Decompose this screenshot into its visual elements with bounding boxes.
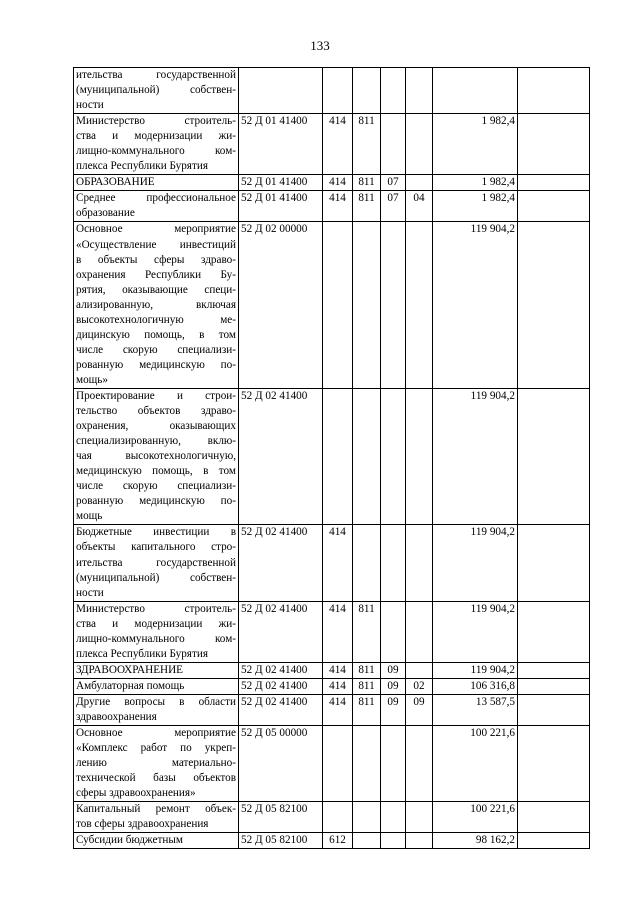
target-article-cell: 52 Д 02 41400 bbox=[239, 525, 323, 601]
item-name-cell bbox=[74, 726, 239, 802]
amount-cell: 1 982,4 bbox=[433, 191, 518, 222]
amount-cell: 119 904,2 bbox=[433, 601, 518, 662]
subsection-cell bbox=[406, 833, 433, 849]
empty-cell bbox=[518, 191, 590, 222]
item-name-line: объекты капитального стро- bbox=[76, 541, 236, 554]
subsection-cell bbox=[406, 388, 433, 524]
item-name-line: ства и модернизации жи- bbox=[76, 617, 236, 630]
item-name-cell bbox=[74, 388, 239, 524]
subsection-cell: 02 bbox=[406, 678, 433, 694]
amount-cell: 1 982,4 bbox=[433, 175, 518, 191]
subsection-cell: 09 bbox=[406, 694, 433, 725]
item-name-line: Министерство строитель- bbox=[76, 115, 236, 128]
expense-type-cell: 414 bbox=[323, 678, 353, 694]
table-row bbox=[74, 694, 590, 725]
item-name-line: ительства государственной bbox=[76, 69, 236, 81]
item-name-line: высокотехнологичную ме- bbox=[76, 313, 236, 326]
item-name-line: (муниципальной) собствен- bbox=[76, 84, 236, 97]
target-article-cell: 52 Д 01 41400 bbox=[239, 175, 323, 191]
table-row bbox=[74, 525, 590, 601]
empty-cell bbox=[518, 678, 590, 694]
item-name-line: лению материально- bbox=[76, 757, 236, 770]
empty-cell bbox=[518, 694, 590, 725]
section-cell: 09 bbox=[381, 694, 406, 725]
item-name-line: ства и модернизации жи- bbox=[76, 130, 236, 143]
expense-type-cell: 414 bbox=[323, 525, 353, 601]
amount-cell: 119 904,2 bbox=[433, 662, 518, 678]
item-name-line: тов сферы здравоохранения bbox=[76, 818, 209, 831]
budget-table bbox=[73, 67, 590, 849]
target-article-cell: 52 Д 02 41400 bbox=[239, 388, 323, 524]
administrator-code-cell: 811 bbox=[353, 678, 381, 694]
item-name-cell bbox=[74, 678, 239, 694]
table-row bbox=[74, 678, 590, 694]
empty-cell bbox=[518, 833, 590, 849]
item-name-line: ализированную, включая bbox=[76, 298, 236, 311]
table-row bbox=[74, 114, 590, 175]
administrator-code-cell bbox=[353, 222, 381, 389]
item-name-line: охранения, оказывающих bbox=[76, 420, 236, 433]
amount-cell bbox=[433, 68, 518, 114]
expense-type-cell bbox=[323, 68, 353, 114]
table-row bbox=[74, 175, 590, 191]
amount-cell: 119 904,2 bbox=[433, 525, 518, 601]
subsection-cell bbox=[406, 662, 433, 678]
section-cell bbox=[381, 601, 406, 662]
subsection-cell bbox=[406, 68, 433, 114]
expense-type-cell: 414 bbox=[323, 191, 353, 222]
target-article-cell: 52 Д 01 41400 bbox=[239, 114, 323, 175]
target-article-cell: 52 Д 05 82100 bbox=[239, 802, 323, 833]
item-name-line: Амбулаторная помощь bbox=[76, 679, 185, 692]
empty-cell bbox=[518, 726, 590, 802]
amount-cell: 98 162,2 bbox=[433, 833, 518, 849]
administrator-code-cell: 811 bbox=[353, 191, 381, 222]
administrator-code-cell: 811 bbox=[353, 662, 381, 678]
empty-cell bbox=[518, 601, 590, 662]
item-name-line: рятия, оказывающие специ- bbox=[76, 283, 236, 296]
item-name-line: Основное мероприятие bbox=[76, 223, 236, 236]
page-number: 133 bbox=[310, 38, 330, 53]
section-cell bbox=[381, 388, 406, 524]
empty-cell bbox=[518, 114, 590, 175]
item-name-line: дицинскую помощь, в том bbox=[76, 328, 236, 341]
subsection-cell bbox=[406, 802, 433, 833]
item-name-line: рованную медицинскую по- bbox=[76, 495, 236, 508]
expense-type-cell bbox=[323, 802, 353, 833]
administrator-code-cell bbox=[353, 726, 381, 802]
table-row bbox=[74, 726, 590, 802]
item-name-line: Бюджетные инвестиции в bbox=[76, 526, 236, 539]
item-name-line: «Осуществление инвестиций bbox=[76, 238, 236, 251]
item-name-cell bbox=[74, 222, 239, 389]
item-name-line: числе скорую специализи- bbox=[76, 343, 236, 356]
amount-cell: 119 904,2 bbox=[433, 222, 518, 389]
item-name-line: чая высокотехнологичную, bbox=[76, 450, 236, 463]
table-row bbox=[74, 68, 590, 114]
administrator-code-cell: 811 bbox=[353, 114, 381, 175]
expense-type-cell bbox=[323, 222, 353, 389]
item-name-line: Субсидии бюджетным bbox=[76, 834, 183, 847]
item-name-line: «Комплекс работ по укреп- bbox=[76, 742, 236, 755]
subsection-cell bbox=[406, 114, 433, 175]
expense-type-cell: 414 bbox=[323, 662, 353, 678]
administrator-code-cell: 811 bbox=[353, 694, 381, 725]
item-name-cell bbox=[74, 802, 239, 833]
target-article-cell: 52 Д 02 41400 bbox=[239, 678, 323, 694]
item-name-line: Основное мероприятие bbox=[76, 727, 236, 740]
item-name-cell bbox=[74, 191, 239, 222]
item-name-cell bbox=[74, 662, 239, 678]
item-name-cell bbox=[74, 694, 239, 725]
section-cell bbox=[381, 68, 406, 114]
item-name-line: плекса Республики Бурятия bbox=[76, 647, 208, 660]
item-name-line: плекса Республики Бурятия bbox=[76, 160, 208, 173]
section-cell bbox=[381, 114, 406, 175]
section-cell: 09 bbox=[381, 678, 406, 694]
item-name-cell bbox=[74, 601, 239, 662]
item-name-line: ности bbox=[76, 99, 104, 112]
item-name-line: здравоохранения bbox=[76, 710, 157, 723]
item-name-line: медицинскую помощь, в том bbox=[76, 465, 236, 478]
administrator-code-cell bbox=[353, 525, 381, 601]
amount-cell: 100 221,6 bbox=[433, 802, 518, 833]
expense-type-cell bbox=[323, 388, 353, 524]
item-name-line: Среднее профессиональное bbox=[76, 192, 236, 205]
expense-type-cell: 612 bbox=[323, 833, 353, 849]
target-article-cell: 52 Д 05 82100 bbox=[239, 833, 323, 849]
item-name-line: ЗДРАВООХРАНЕНИЕ bbox=[76, 663, 184, 676]
item-name-cell bbox=[74, 114, 239, 175]
expense-type-cell: 414 bbox=[323, 694, 353, 725]
empty-cell bbox=[518, 525, 590, 601]
table-row bbox=[74, 191, 590, 222]
item-name-line: специализированную, вклю- bbox=[76, 435, 236, 448]
item-name-line: лищно-коммунального ком- bbox=[76, 145, 236, 158]
empty-cell bbox=[518, 662, 590, 678]
item-name-cell bbox=[74, 175, 239, 191]
subsection-cell: 04 bbox=[406, 191, 433, 222]
item-name-cell bbox=[74, 833, 239, 849]
administrator-code-cell: 811 bbox=[353, 175, 381, 191]
section-cell: 07 bbox=[381, 175, 406, 191]
table-row bbox=[74, 662, 590, 678]
item-name-line: в объекты сферы здраво- bbox=[76, 253, 236, 266]
target-article-cell: 52 Д 01 41400 bbox=[239, 191, 323, 222]
administrator-code-cell bbox=[353, 833, 381, 849]
table-row bbox=[74, 802, 590, 833]
target-article-cell: 52 Д 02 00000 bbox=[239, 222, 323, 389]
empty-cell bbox=[518, 388, 590, 524]
item-name-line: числе скорую специализи- bbox=[76, 480, 236, 493]
target-article-cell: 52 Д 02 41400 bbox=[239, 662, 323, 678]
expense-type-cell: 414 bbox=[323, 601, 353, 662]
item-name-line: ности bbox=[76, 586, 104, 599]
administrator-code-cell bbox=[353, 68, 381, 114]
empty-cell bbox=[518, 175, 590, 191]
subsection-cell bbox=[406, 726, 433, 802]
administrator-code-cell bbox=[353, 802, 381, 833]
section-cell: 07 bbox=[381, 191, 406, 222]
amount-cell: 1 982,4 bbox=[433, 114, 518, 175]
budget-table-body bbox=[74, 68, 590, 849]
table-row bbox=[74, 222, 590, 389]
empty-cell bbox=[518, 802, 590, 833]
item-name-line: лищно-коммунального ком- bbox=[76, 632, 236, 645]
amount-cell: 106 316,8 bbox=[433, 678, 518, 694]
item-name-line: технической базы объектов bbox=[76, 772, 236, 785]
subsection-cell bbox=[406, 601, 433, 662]
empty-cell bbox=[518, 68, 590, 114]
amount-cell: 13 587,5 bbox=[433, 694, 518, 725]
item-name-line: образование bbox=[76, 207, 135, 220]
expense-type-cell: 414 bbox=[323, 175, 353, 191]
item-name-line: мощь bbox=[76, 510, 103, 523]
table-row bbox=[74, 833, 590, 849]
section-cell bbox=[381, 726, 406, 802]
section-cell bbox=[381, 802, 406, 833]
section-cell: 09 bbox=[381, 662, 406, 678]
amount-cell: 119 904,2 bbox=[433, 388, 518, 524]
section-cell bbox=[381, 525, 406, 601]
item-name-line: охранения Республики Бу- bbox=[76, 268, 236, 281]
item-name-line: сферы здравоохранения» bbox=[76, 787, 196, 800]
item-name-cell bbox=[74, 68, 239, 114]
administrator-code-cell: 811 bbox=[353, 601, 381, 662]
target-article-cell: 52 Д 02 41400 bbox=[239, 601, 323, 662]
subsection-cell bbox=[406, 525, 433, 601]
item-name-line: рованную медицинскую по- bbox=[76, 358, 236, 371]
item-name-line: мощь» bbox=[76, 373, 108, 386]
administrator-code-cell bbox=[353, 388, 381, 524]
item-name-line: тельство объектов здраво- bbox=[76, 405, 236, 418]
item-name-line: Другие вопросы в области bbox=[76, 695, 236, 708]
target-article-cell bbox=[239, 68, 323, 114]
target-article-cell: 52 Д 02 41400 bbox=[239, 694, 323, 725]
table-row bbox=[74, 601, 590, 662]
section-cell bbox=[381, 833, 406, 849]
item-name-line: Министерство строитель- bbox=[76, 602, 236, 615]
section-cell bbox=[381, 222, 406, 389]
item-name-line: ительства государственной bbox=[76, 556, 236, 569]
expense-type-cell: 414 bbox=[323, 114, 353, 175]
subsection-cell bbox=[406, 175, 433, 191]
table-row bbox=[74, 388, 590, 524]
amount-cell: 100 221,6 bbox=[433, 726, 518, 802]
item-name-line: Капитальный ремонт объек- bbox=[76, 803, 236, 816]
expense-type-cell bbox=[323, 726, 353, 802]
item-name-cell bbox=[74, 525, 239, 601]
item-name-line: (муниципальной) собствен- bbox=[76, 571, 236, 584]
subsection-cell bbox=[406, 222, 433, 389]
item-name-line: ОБРАЗОВАНИЕ bbox=[76, 176, 155, 189]
item-name-line: Проектирование и строи- bbox=[76, 389, 236, 402]
target-article-cell: 52 Д 05 00000 bbox=[239, 726, 323, 802]
empty-cell bbox=[518, 222, 590, 389]
